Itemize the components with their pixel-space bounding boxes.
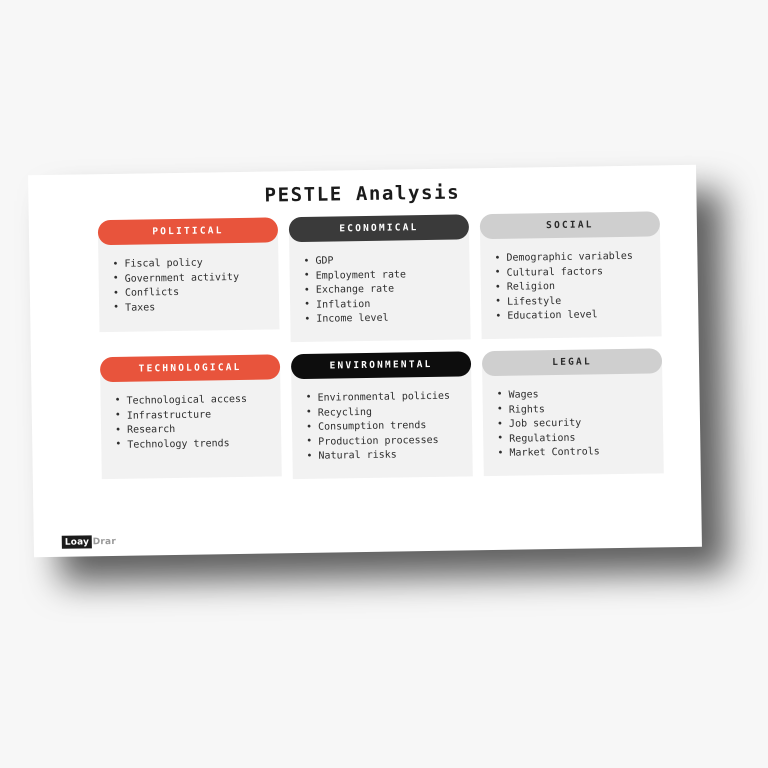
list-item: • Cultural factors (495, 264, 651, 281)
category-panel-legal (482, 360, 664, 476)
list-item: • Exchange rate (304, 282, 460, 299)
slide-content (28, 165, 702, 557)
category-header-political: POLITICAL (98, 217, 278, 245)
category-panel-technological (100, 366, 282, 479)
list-item: • Technological access (115, 392, 271, 409)
item-list-environmental (305, 389, 462, 464)
category-panel-social (480, 223, 662, 339)
list-item: • Government activity (113, 270, 269, 287)
list-item: • Fiscal policy (112, 256, 268, 273)
category-panel-political (98, 229, 280, 332)
brand-logo (62, 535, 116, 549)
list-item: • Production processes (306, 433, 462, 450)
item-list-technological (115, 392, 272, 453)
list-item: • Market Controls (497, 445, 653, 462)
list-item: • Infrastructure (115, 407, 271, 424)
list-item: • Religion (495, 279, 651, 296)
list-item: • Job security (497, 416, 653, 433)
list-item: • Lifestyle (495, 293, 651, 310)
list-item: • Technology trends (115, 436, 271, 453)
pestle-cell-legal (482, 348, 664, 476)
pestle-slide (28, 165, 702, 557)
category-header-social: SOCIAL (480, 211, 660, 239)
pestle-grid (98, 211, 671, 482)
category-header-technological: TECHNOLOGICAL (100, 354, 280, 382)
list-item: • Consumption trends (306, 419, 462, 436)
page-title: PESTLE Analysis (264, 181, 461, 207)
list-item: • Rights (497, 401, 653, 418)
list-item: • Regulations (497, 430, 653, 447)
list-item: • Research (115, 422, 271, 439)
pestle-cell-economical (289, 214, 471, 342)
list-item: • Environmental policies (305, 389, 461, 406)
list-item: • Income level (304, 311, 460, 328)
category-panel-economical (289, 226, 471, 342)
list-item: • Natural risks (306, 448, 462, 465)
brand-logo-secondary: Drar (92, 536, 117, 547)
brand-logo-primary: Loay (62, 535, 92, 548)
pestle-cell-technological (100, 354, 282, 482)
list-item: • Recycling (306, 404, 462, 421)
list-item: • Employment rate (304, 267, 460, 284)
list-item: • GDP (303, 253, 459, 270)
list-item: • Taxes (113, 299, 269, 316)
list-item: • Demographic variables (494, 250, 650, 267)
pestle-cell-environmental (291, 351, 473, 479)
item-list-legal (496, 386, 653, 461)
category-header-legal: LEGAL (482, 348, 662, 376)
item-list-social (494, 250, 651, 325)
category-header-environmental: ENVIRONMENTAL (291, 351, 471, 379)
item-list-political (112, 256, 269, 317)
category-header-economical: ECONOMICAL (289, 214, 469, 242)
pestle-cell-social (480, 211, 662, 339)
list-item: • Inflation (304, 296, 460, 313)
item-list-economical (303, 253, 460, 328)
category-panel-environmental (291, 363, 473, 479)
list-item: • Education level (495, 308, 651, 325)
list-item: • Conflicts (113, 285, 269, 302)
pestle-cell-political (98, 217, 280, 345)
list-item: • Wages (496, 386, 652, 403)
